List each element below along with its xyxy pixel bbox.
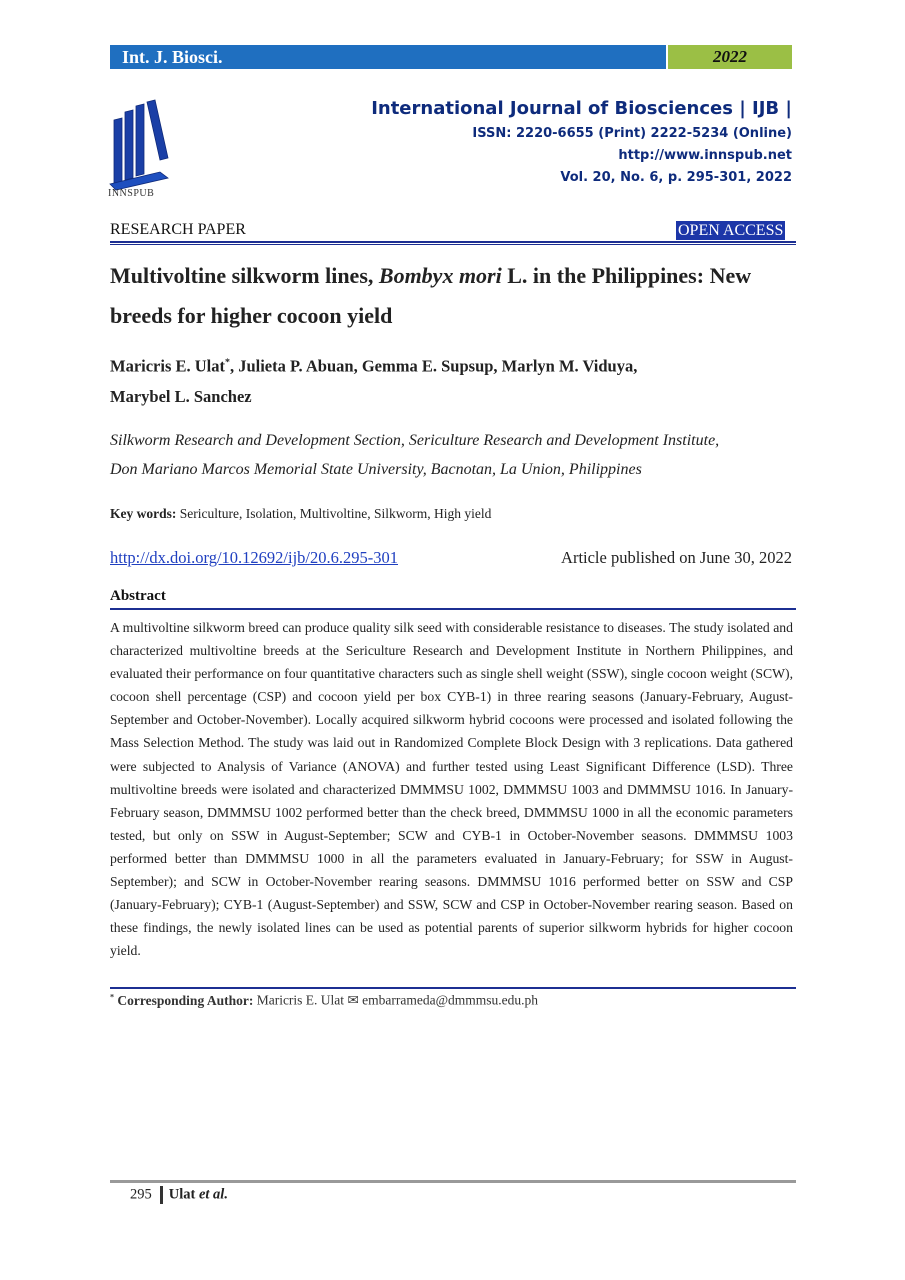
innspub-logo-icon <box>108 98 174 202</box>
abstract-divider-top <box>110 608 796 610</box>
journal-url[interactable]: http://www.innspub.net <box>618 148 792 163</box>
authors: Maricris E. Ulat*, Julieta P. Abuan, Gemma E. Supsup, Marlyn M. Viduya, Marybel L. Sanchez <box>110 356 638 406</box>
journal-volume: Vol. 20, No. 6, p. 295-301, 2022 <box>560 170 792 185</box>
header-divider-thin <box>110 244 796 245</box>
journal-title: International Journal of Biosciences | IJB | <box>371 98 792 119</box>
header-divider <box>110 241 796 243</box>
published-date: Article published on June 30, 2022 <box>561 548 792 567</box>
corresponding-author: * Corresponding Author: Maricris E. Ulat ✉ embarrameda@dmmmsu.edu.ph <box>110 992 539 1008</box>
species-name: Bombyx mori <box>378 263 502 288</box>
paper-title: Multivoltine silkworm lines, Bombyx mori L. in the Philippines: New breeds for higher cocoon yield <box>110 263 752 328</box>
open-access-badge[interactable]: OPEN ACCESS <box>678 222 784 239</box>
doi-link[interactable]: http://dx.doi.org/10.12692/ijb/20.6.295-301 <box>110 548 398 567</box>
corresponding-email[interactable]: embarrameda@dmmmsu.edu.ph <box>362 992 539 1008</box>
logo-text: INNSPUB <box>108 188 155 199</box>
page-number: 295 <box>130 1186 152 1203</box>
journal-issn: ISSN: 2220-6655 (Print) 2222-5234 (Online) <box>472 126 792 141</box>
paper-type-label: RESEARCH PAPER <box>110 221 246 238</box>
affiliation: Silkworm Research and Development Section, Sericulture Research and Development Institute, Don Mariano Marcos Memorial State University, Bacnotan, La Union, Philippines <box>110 432 720 478</box>
footer-divider <box>110 1180 796 1183</box>
abstract-text: A multivoltine silkworm breed can produce quality silk seed with considerable resistance to diseases. The study isolated and characterized multivoltine breeds at the Sericulture Research and Development Institute in Northern Philippines, and evaluated their performance on four quantitative characters such as single shell weight (SSW), single cocoon weight (SCW), cocoon shell percentage (CSP) and cocoon yield per box CYB-1) in three rearing seasons (January-February, August-September and October-November). Locally acquired silkworm hybrid cocoons were processed and isolated following the Mass Selection Method. The study was laid out in Randomized Complete Block Design with 3 replications. Data gathered were subjected to Analysis of Variance (ANOVA) and further tested using Least Significant Difference (LSD). Three multivoltine breeds were isolated and characterized DMMMSU 1002, DMMMSU 1003 and DMMMSU 1016. In January-February season, DMMMSU 1002 performed better than the check breed, DMMMSU 1000 in all the economic parameters tested, but only on SSW in August-September; SCW and CYB-1 in October-November seasons. DMMMSU 1003 performed better than DMMMSU 1000 in all the parameters evaluated in January-February; for SSW in August-September); and SCW in October-November rearing seasons. DMMMSU 1016 performed better on SSW and CSP (January-February); CYB-1 (August-September) and SSW, SCW and CSP in October-November rearing season. Based on these findings, the newly isolated lines can be used as potential parents of superior silkworm hybrids for higher cocoon yield. <box>110 620 793 959</box>
keywords: Key words: Sericulture, Isolation, Multivoltine, Silkworm, High yield <box>110 506 492 521</box>
page-footer: 295 Ulat et al. <box>130 1186 228 1203</box>
envelope-icon: ✉ <box>347 992 359 1008</box>
abstract-divider-bottom <box>110 987 796 989</box>
journal-short-bar: Int. J. Biosci. <box>110 45 666 69</box>
abstract-heading: Abstract <box>110 588 166 604</box>
year-bar: 2022 <box>668 45 792 69</box>
